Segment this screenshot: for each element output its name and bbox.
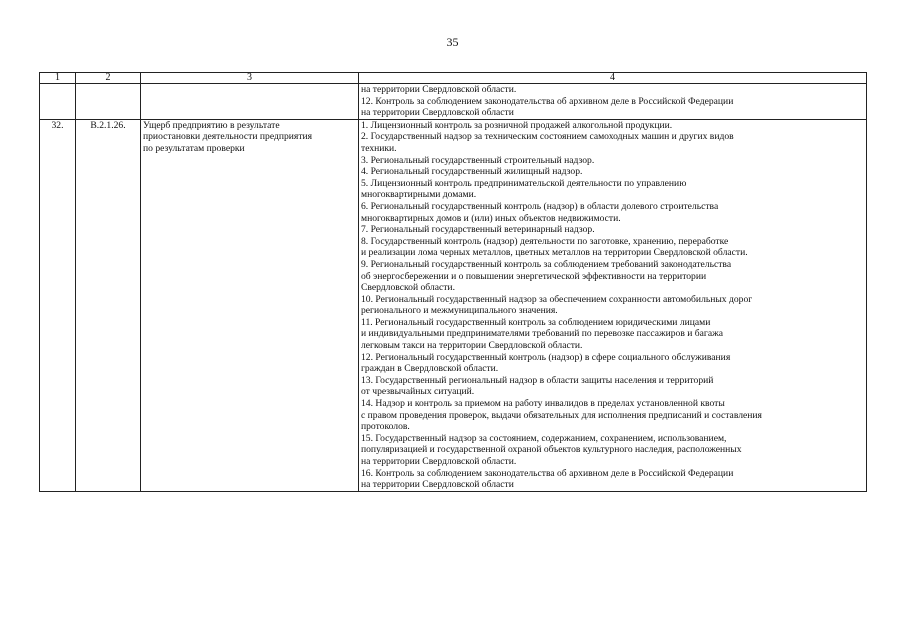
control-line: многоквартирными домами. — [361, 189, 477, 201]
table-row-continuation — [40, 84, 867, 120]
description-line: по результатам проверки — [143, 142, 245, 154]
control-line: 5. Лицензионный контроль предпринимательской деятельности по управлению — [361, 177, 687, 189]
control-line: на территории Свердловской области — [361, 479, 514, 491]
column-header-1: 1 — [40, 73, 76, 84]
continuation-line: на территории Свердловской области — [361, 107, 514, 119]
control-line: 12. Региональный государственный контроль (надзор) в сфере социального обслуживания — [361, 351, 731, 363]
continuation-controls-cell — [359, 84, 867, 120]
control-line: 14. Надзор и контроль за приемом на работу инвалидов в пределах установленной квоты — [361, 398, 725, 410]
control-line: 13. Государственный региональный надзор в области защиты населения и территорий — [361, 374, 714, 386]
row-controls — [359, 119, 867, 491]
document-table — [39, 72, 867, 492]
control-line: 1. Лицензионный контроль за розничной продажей алкогольной продукции. — [361, 119, 673, 131]
control-line: и индивидуальными предпринимателями требований по перевозке пассажиров и багажа — [361, 328, 723, 340]
continuation-line: на территории Свердловской области. — [361, 84, 517, 95]
control-line: 3. Региональный государственный строительный надзор. — [361, 154, 595, 166]
control-line: 8. Государственный контроль (надзор) деятельности по заготовке, хранению, переработке — [361, 235, 729, 247]
control-line: 9. Региональный государственный контроль за соблюдением требований законодательства — [361, 258, 732, 270]
control-line: многоквартирных домов и (или) иных объектов недвижимости. — [361, 212, 621, 224]
control-line: регионального и межмуниципального значения. — [361, 305, 558, 317]
control-line: с правом проведения проверок, выдачи обязательных для исполнения предписаний и составления — [361, 409, 762, 421]
control-line: техники. — [361, 142, 397, 154]
description-line: Ущерб предприятию в результате — [143, 119, 280, 131]
control-line: 15. Государственный надзор за состоянием, содержанием, сохранением, использованием, — [361, 432, 727, 444]
control-line: 7. Региональный государственный ветеринарный надзор. — [361, 224, 595, 236]
control-line: граждан в Свердловской области. — [361, 363, 499, 375]
control-line: на территории Свердловской области. — [361, 456, 517, 467]
row-description — [141, 119, 359, 491]
column-header-2: 2 — [76, 73, 141, 84]
table-header-row — [40, 73, 867, 84]
control-line: Свердловской области. — [361, 282, 455, 294]
control-line: протоколов. — [361, 421, 410, 433]
continuation-line: 12. Контроль за соблюдением законодательства об архивном деле в Российской Федерации — [361, 95, 734, 107]
control-line: 2. Государственный надзор за техническим состоянием самоходных машин и других видов — [361, 131, 734, 143]
control-line: 10. Региональный государственный надзор за обеспечением сохранности автомобильных дорог — [361, 293, 753, 305]
control-line: 4. Региональный государственный жилищный надзор. — [361, 166, 583, 178]
control-line: и реализации лома черных металлов, цветных металлов на территории Свердловской области. — [361, 247, 748, 259]
control-line: 6. Региональный государственный контроль (надзор) в области долевого строительства — [361, 200, 719, 212]
control-line: от чрезвычайных ситуаций. — [361, 386, 475, 398]
row-number: 32. — [40, 119, 76, 491]
control-line: 11. Региональный государственный контроль за соблюдением юридическими лицами — [361, 316, 711, 328]
control-line: 16. Контроль за соблюдением законодательства об архивном деле в Российской Федерации — [361, 467, 734, 479]
control-line: популяризацией и государственной охраной объектов культурного наследия, расположенных — [361, 444, 742, 456]
continuation-number-cell — [40, 84, 76, 120]
page-number: 35 — [446, 35, 459, 49]
description-line: приостановки деятельности предприятия — [143, 131, 313, 143]
control-line: легковым такси на территории Свердловской области. — [361, 340, 583, 352]
table-row-32 — [40, 119, 867, 491]
row-code: B.2.1.26. — [76, 119, 141, 491]
continuation-description-cell — [141, 84, 359, 120]
continuation-code-cell — [76, 84, 141, 120]
column-header-4: 4 — [359, 73, 867, 84]
column-header-3: 3 — [141, 73, 359, 84]
control-line: об энергосбережении и о повышении энергетической эффективности на территории — [361, 270, 707, 282]
